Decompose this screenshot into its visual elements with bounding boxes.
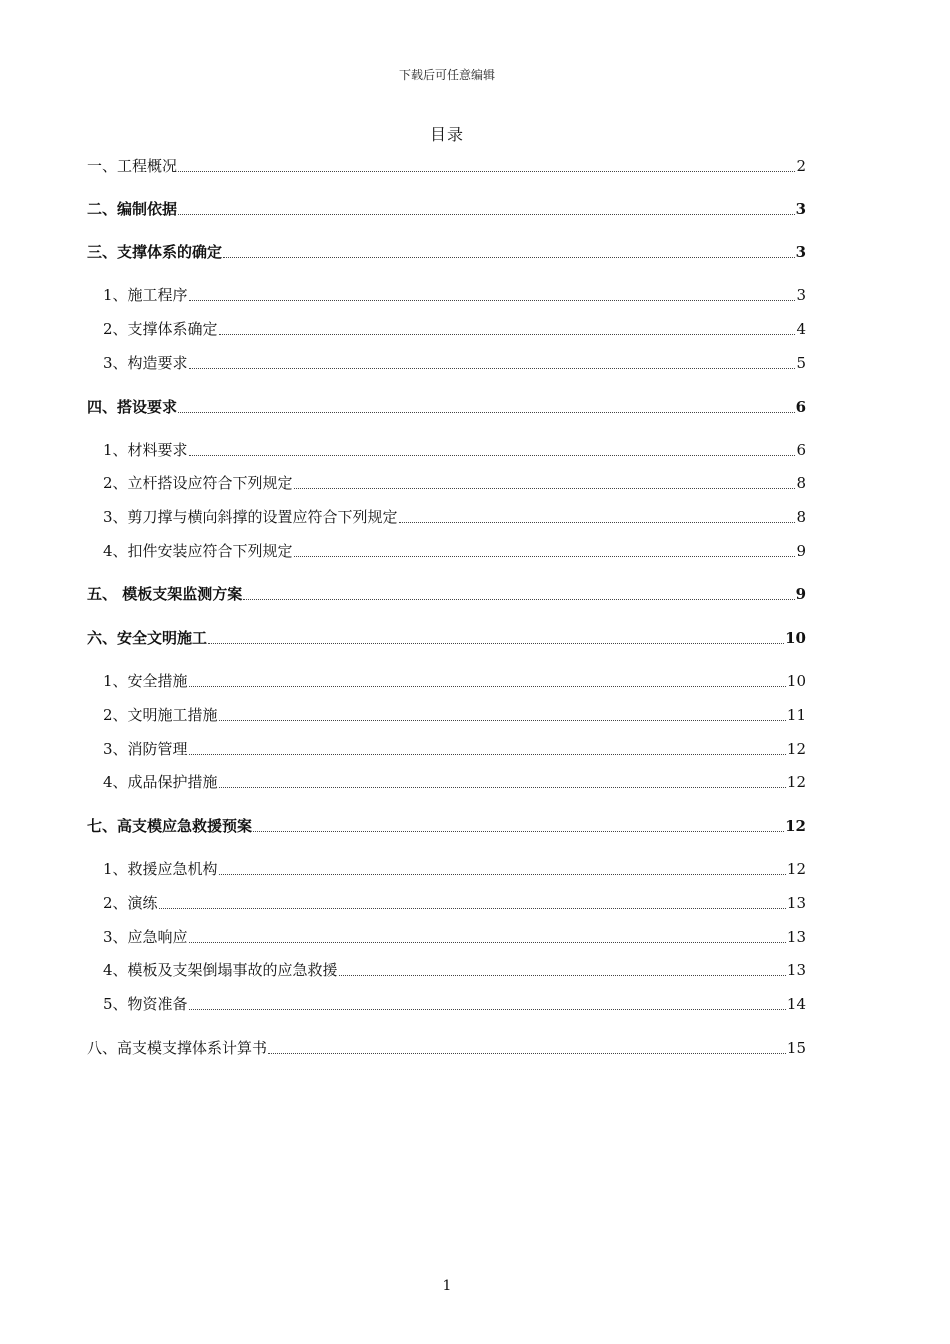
toc-entry-label: 六、安全文明施工 bbox=[87, 629, 208, 647]
toc-dot-leader bbox=[189, 686, 786, 687]
toc-dot-leader bbox=[208, 643, 784, 644]
toc-entry[interactable] bbox=[87, 395, 806, 419]
toc-entry-page: 8 bbox=[796, 474, 806, 492]
toc-entry-label: 1、材料要求 bbox=[103, 441, 188, 459]
toc-dot-leader bbox=[219, 334, 796, 335]
toc-entry-page: 6 bbox=[796, 441, 806, 459]
toc-dot-leader bbox=[178, 171, 795, 172]
toc-entry-page: 10 bbox=[786, 672, 806, 690]
toc-dot-leader bbox=[219, 787, 786, 788]
toc-dot-leader bbox=[189, 1009, 786, 1010]
toc-entry-page: 13 bbox=[786, 961, 806, 979]
toc-entry-label: 3、构造要求 bbox=[103, 354, 188, 372]
toc-entry[interactable] bbox=[87, 958, 806, 982]
toc-dot-leader bbox=[178, 412, 795, 413]
toc-dot-leader bbox=[253, 831, 784, 832]
toc-entry[interactable] bbox=[87, 197, 806, 221]
toc-dot-leader bbox=[189, 754, 786, 755]
toc-entry-label: 一、工程概况 bbox=[87, 157, 178, 175]
toc-dot-leader bbox=[189, 455, 796, 456]
toc-entry-label: 1、安全措施 bbox=[103, 672, 188, 690]
toc-dot-leader bbox=[399, 522, 796, 523]
toc-title: 目录 bbox=[429, 125, 464, 144]
toc-entry-label: 3、应急响应 bbox=[103, 928, 188, 946]
toc-entry-page: 9 bbox=[796, 542, 806, 560]
toc-dot-leader bbox=[223, 257, 795, 258]
toc-entry-label: 2、支撑体系确定 bbox=[103, 320, 218, 338]
toc-dot-leader bbox=[189, 368, 796, 369]
toc-entry[interactable] bbox=[87, 317, 806, 341]
toc-entry[interactable] bbox=[87, 240, 806, 264]
toc-entry-page: 12 bbox=[786, 740, 806, 758]
toc-entry[interactable] bbox=[87, 737, 806, 761]
toc-entry-label: 5、物资准备 bbox=[103, 995, 188, 1013]
toc-dot-leader bbox=[219, 874, 786, 875]
toc-entry[interactable] bbox=[87, 438, 806, 462]
toc-entry[interactable] bbox=[87, 154, 806, 178]
toc-entry-label: 4、模板及支架倒塌事故的应急救援 bbox=[103, 961, 338, 979]
toc-entry-page: 12 bbox=[786, 860, 806, 878]
toc-entry[interactable] bbox=[87, 1036, 806, 1060]
toc-entry[interactable] bbox=[87, 814, 806, 838]
toc-entry-label: 4、扣件安装应符合下列规定 bbox=[103, 542, 293, 560]
toc-entry[interactable] bbox=[87, 992, 806, 1016]
toc-entry-page: 4 bbox=[796, 320, 806, 338]
toc-dot-leader bbox=[219, 720, 786, 721]
toc-dot-leader bbox=[178, 214, 795, 215]
toc-entry-page: 9 bbox=[795, 585, 806, 603]
toc-entry[interactable] bbox=[87, 582, 806, 606]
toc-entry-label: 4、成品保护措施 bbox=[103, 773, 218, 791]
toc-dot-leader bbox=[189, 300, 796, 301]
toc-entry[interactable] bbox=[87, 505, 806, 529]
toc-entry-page: 13 bbox=[786, 894, 806, 912]
toc-entry-label: 1、救援应急机构 bbox=[103, 860, 218, 878]
toc-entry-label: 3、消防管理 bbox=[103, 740, 188, 758]
toc-entry-page: 12 bbox=[786, 773, 806, 791]
toc-entry[interactable] bbox=[87, 925, 806, 949]
toc-entry-page: 2 bbox=[796, 157, 806, 175]
toc-dot-leader bbox=[189, 942, 786, 943]
toc-entry-label: 1、施工程序 bbox=[103, 286, 188, 304]
toc-dot-leader bbox=[159, 908, 786, 909]
toc-entry-label: 2、文明施工措施 bbox=[103, 706, 218, 724]
toc-entry-page: 14 bbox=[786, 995, 806, 1013]
toc-entry-label: 七、高支模应急救援预案 bbox=[87, 817, 253, 835]
toc-entry-page: 3 bbox=[796, 286, 806, 304]
toc-entry-page: 10 bbox=[785, 629, 806, 647]
toc-entry-label: 二、编制依据 bbox=[87, 200, 178, 218]
toc-entry-page: 15 bbox=[786, 1039, 806, 1057]
toc-entry[interactable] bbox=[87, 539, 806, 563]
toc-entry-page: 8 bbox=[796, 508, 806, 526]
toc-entry-page: 6 bbox=[795, 398, 806, 416]
toc-entry[interactable] bbox=[87, 351, 806, 375]
toc-entry[interactable] bbox=[87, 703, 806, 727]
toc-entry[interactable] bbox=[87, 283, 806, 307]
toc-entry[interactable] bbox=[87, 891, 806, 915]
toc-dot-leader bbox=[294, 556, 796, 557]
toc-entry-label: 八、高支模支撑体系计算书 bbox=[87, 1039, 268, 1057]
toc-entry-page: 11 bbox=[786, 706, 806, 724]
toc-entry-label: 四、搭设要求 bbox=[87, 398, 178, 416]
toc-entry[interactable] bbox=[87, 857, 806, 881]
toc-dot-leader bbox=[294, 488, 796, 489]
toc-entry[interactable] bbox=[87, 669, 806, 693]
toc-dot-leader bbox=[339, 975, 786, 976]
toc-entry[interactable] bbox=[87, 770, 806, 794]
toc-entry[interactable] bbox=[87, 626, 806, 650]
toc-entry-label: 3、剪刀撑与横向斜撑的设置应符合下列规定 bbox=[103, 508, 398, 526]
toc-entry-page: 5 bbox=[796, 354, 806, 372]
page-number: 1 bbox=[442, 1278, 452, 1294]
toc-entry-label: 2、演练 bbox=[103, 894, 158, 912]
toc-dot-leader bbox=[268, 1053, 786, 1054]
toc-entry[interactable] bbox=[87, 471, 806, 495]
toc-entry-page: 13 bbox=[786, 928, 806, 946]
toc-entry-page: 3 bbox=[795, 243, 806, 261]
toc-entry-page: 3 bbox=[795, 200, 806, 218]
toc-entry-label: 2、立杆搭设应符合下列规定 bbox=[103, 474, 293, 492]
toc-dot-leader bbox=[243, 599, 794, 600]
toc-entry-label: 五、 模板支架监测方案 bbox=[87, 585, 243, 603]
toc-entry-label: 三、支撑体系的确定 bbox=[87, 243, 223, 261]
toc-entry-page: 12 bbox=[785, 817, 806, 835]
header-note: 下载后可任意编辑 bbox=[398, 68, 495, 82]
